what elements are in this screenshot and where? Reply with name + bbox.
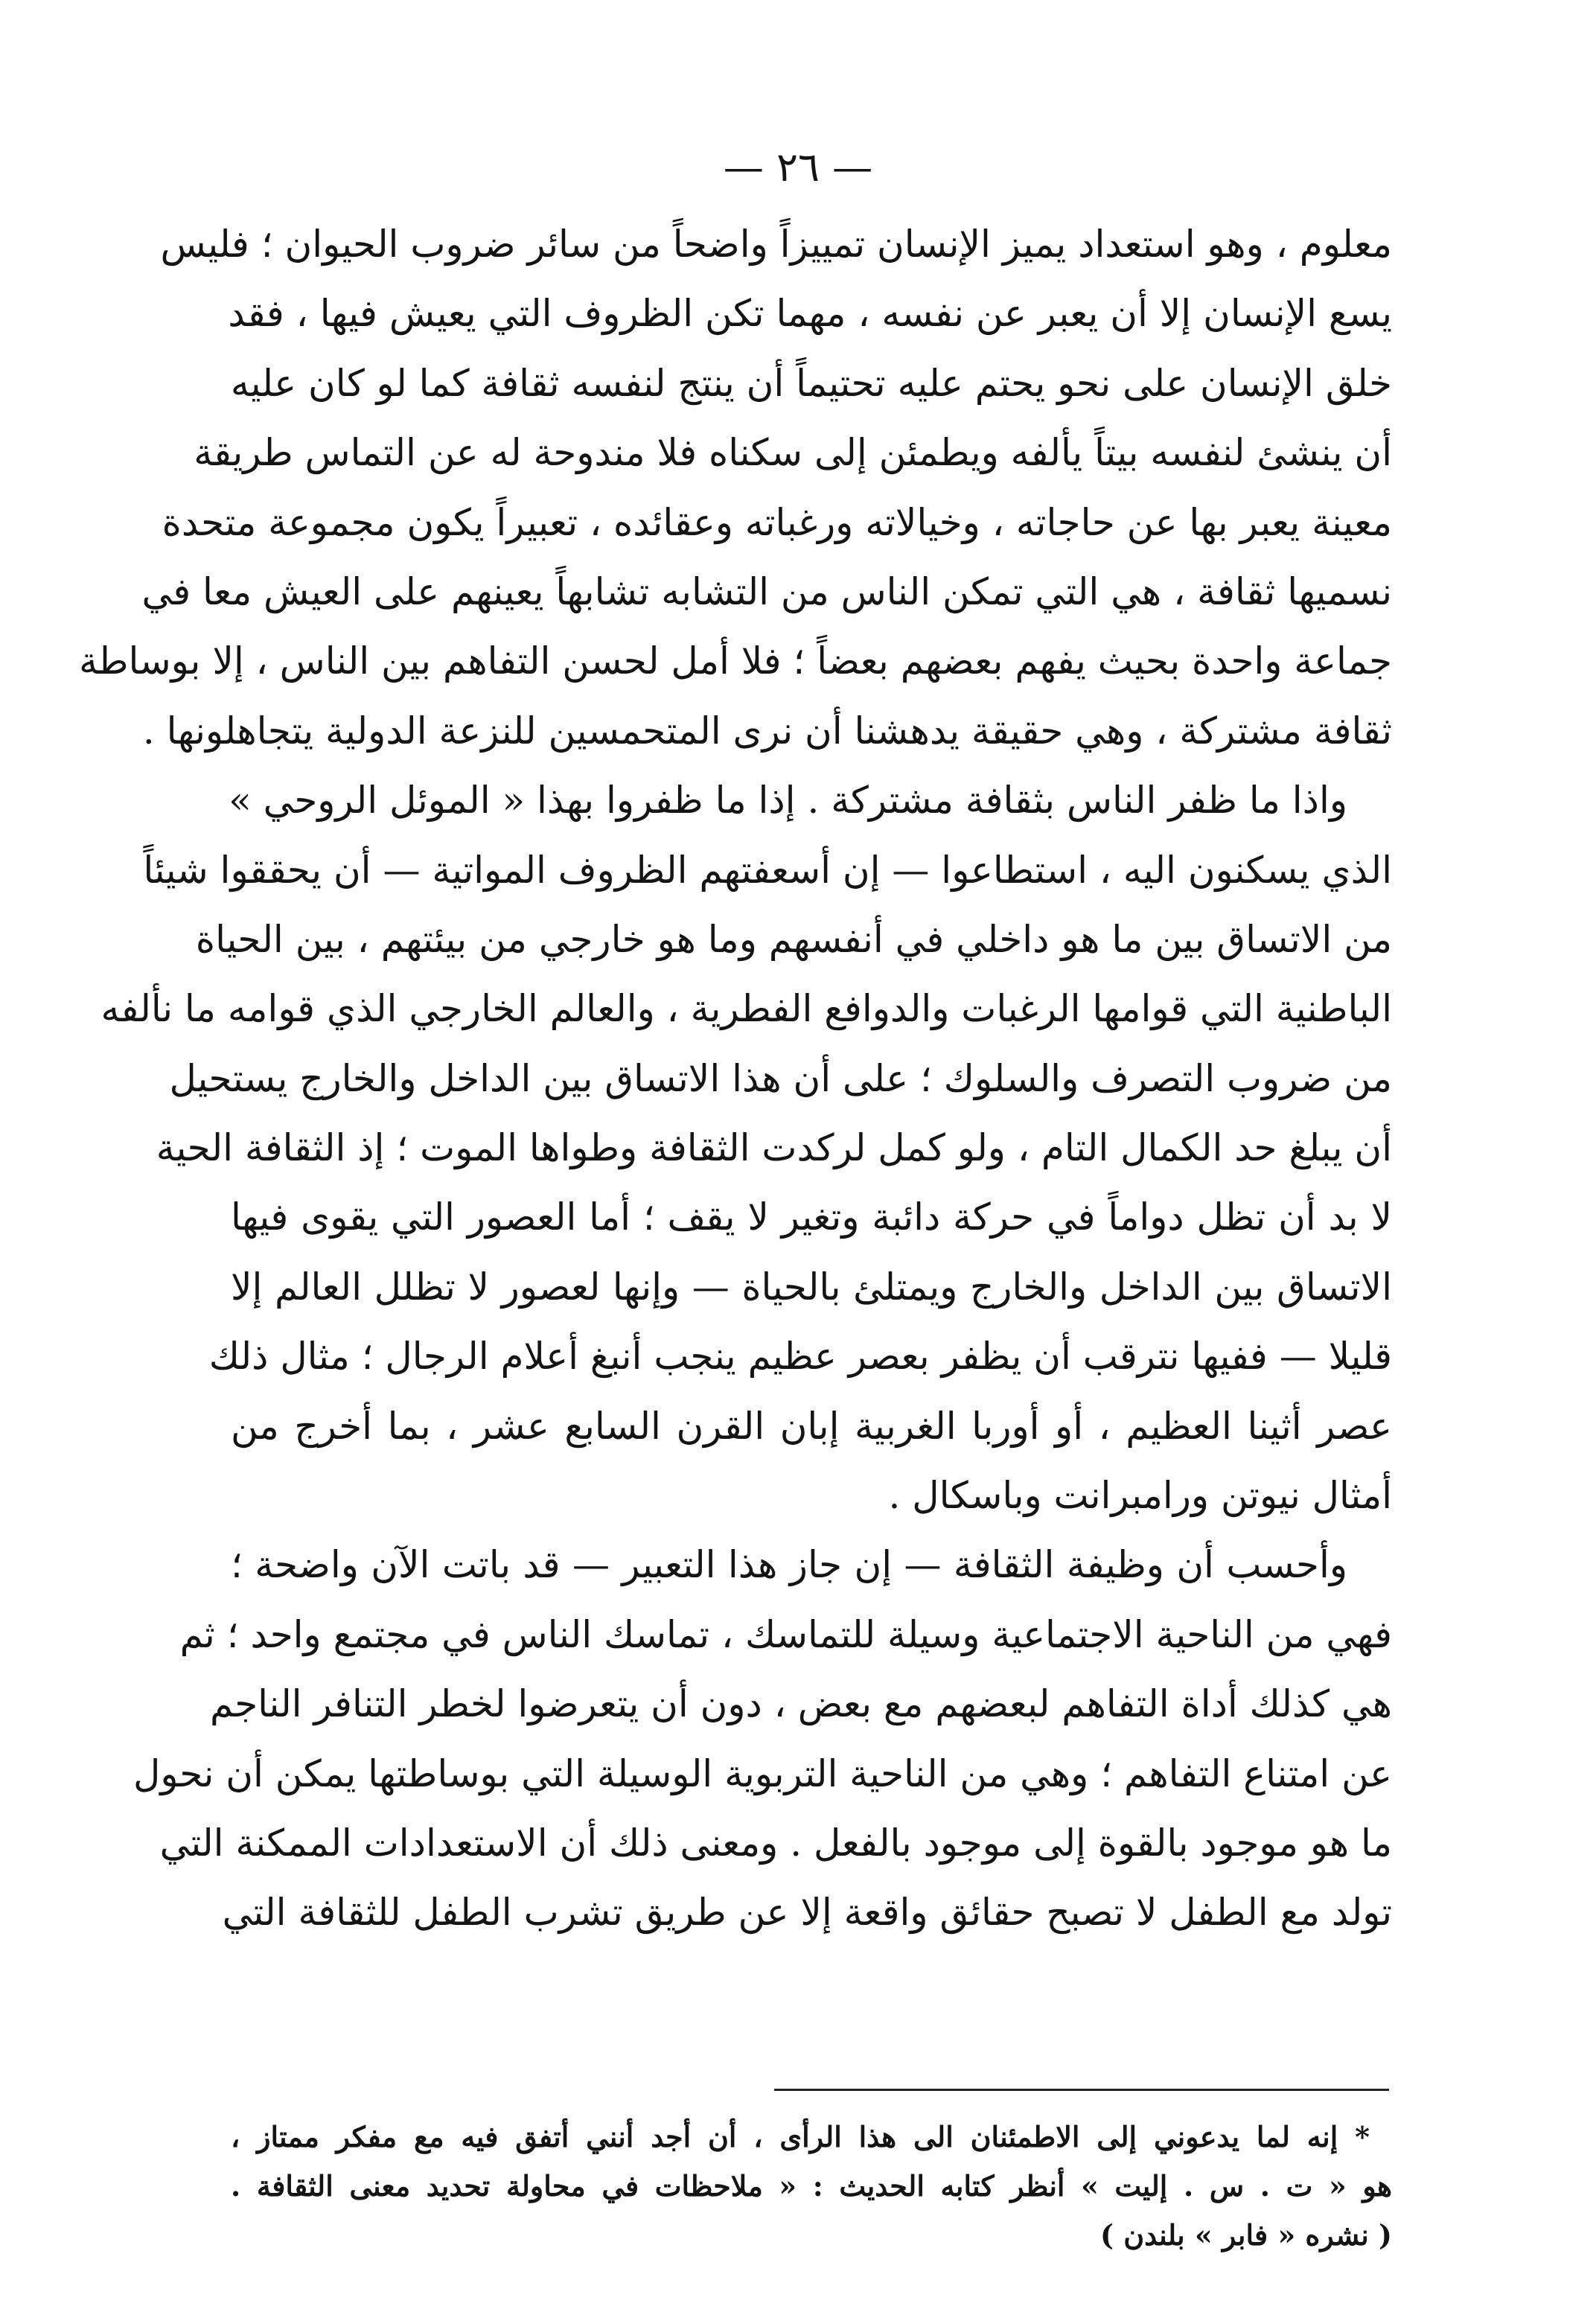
text-line: وأحسب أن وظيفة الثقافة — إن جاز هذا التعبير — قد باتت الآن واضحة ؛ [231, 1543, 1347, 1587]
text-line: من الاتساق بين ما هو داخلي في أنفسهم وما هو خارجي من بيئتهم ، بين الحياة [195, 917, 1392, 961]
page-number: — ٢٦ — [723, 144, 873, 191]
text-line: تولد مع الطفل لا تصبح حقائق واقعة إلا عن طريق تشرب الطفل للثقافة التي [222, 1891, 1392, 1935]
footnote-line: هو « ت . س . إليت » أنظر كتابه الحديث : « ملاحظات في محاولة تحديد معنى الثقافة . [231, 2169, 1392, 2203]
text-line: يسع الإنسان إلا أن يعبر عن نفسه ، مهما تكن الظروف التي يعيش فيها ، فقد [228, 292, 1392, 336]
text-line: الاتساق بين الداخل والخارج ويمتلئ بالحياة — وإنها لعصور لا تظلل العالم إلا [231, 1265, 1392, 1309]
text-line: جماعة واحدة بحيث يفهم بعضهم بعضاً ؛ فلا أمل لحسن التفاهم بين الناس ، إلا بوساطة [78, 639, 1392, 683]
footnote-line: * إنه لما يدعوني إلى الاطمئنان الى هذا الرأى ، أن أجد أنني أتفق فيه مع مفكر ممتاز ، [231, 2120, 1370, 2153]
text-line: خلق الإنسان على نحو يحتم عليه تحتيماً أن ينتج لنفسه ثقافة كما لو كان عليه [230, 361, 1392, 405]
footnote-divider [774, 2089, 1389, 2091]
text-line: قليلا — ففيها نترقب أن يظفر بعصر عظيم ينجب أنبغ أعلام الرجال ؛ مثال ذلك [208, 1335, 1392, 1379]
text-line: معينة يعبر بها عن حاجاته ، وخيالاته ورغباته وعقائده ، تعبيراً يكون مجموعة متحدة [162, 500, 1392, 544]
text-line: عصر أثينا العظيم ، أو أوربا الغربية إبان القرن السابع عشر ، بما أخرج من [231, 1404, 1392, 1448]
text-line: ثقافة مشتركة ، وهي حقيقة يدهشنا أن نرى المتحمسين للنزعة الدولية يتجاهلونها . [142, 709, 1392, 753]
text-line: ما هو موجود بالقوة إلى موجود بالفعل . ومعنى ذلك أن الاستعدادات الممكنة التي [159, 1821, 1392, 1865]
text-line: نسميها ثقافة ، هي التي تمكن الناس من التشابه تشابهاً يعينهم على العيش معا في [141, 569, 1392, 613]
text-line: الذي يسكنون اليه ، استطاعوا — إن أسعفتهم الظروف المواتية — أن يحققوا شيئاً [143, 848, 1392, 892]
text-line: فهي من الناحية الاجتماعية وسيلة للتماسك ، تماسك الناس في مجتمع واحد ؛ ثم [179, 1612, 1392, 1656]
text-line: أن ينشئ لنفسه بيتاً يألفه ويطمئن إلى سكناه فلا مندوحة له عن التماس طريقة [194, 431, 1392, 475]
paragraph-1 [78, 210, 1392, 766]
text-line: الباطنية التي قوامها الرغبات والدوافع الفطرية ، والعالم الخارجي الذي قوامه ما نألفه [100, 987, 1392, 1031]
paragraph-2 [100, 766, 1392, 1530]
text-line: واذا ما ظفر الناس بثقافة مشتركة . إذا ما ظفروا بهذا « الموئل الروحي » [229, 779, 1347, 823]
text-line: عن امتناع التفاهم ؛ وهي من الناحية التربوية الوسيلة التي بوساطتها يمكن أن نحول [133, 1751, 1392, 1795]
body-text [78, 210, 1392, 1948]
paragraph-3 [133, 1530, 1392, 1947]
text-line: أمثال نيوتن ورامبرانت وباسكال . [888, 1474, 1392, 1518]
text-line: هي كذلك أداة التفاهم لبعضهم مع بعض ، دون أن يتعرضوا لخطر التنافر الناجم [209, 1682, 1392, 1726]
footnote [231, 2113, 1392, 2260]
text-line: لا بد أن تظل دواماً في حركة دائبة وتغير لا يقف ؛ أما العصور التي يقوى فيها [231, 1195, 1392, 1239]
text-line: معلوم ، وهو استعداد يميز الإنسان تمييزاً واضحاً من سائر ضروب الحيوان ؛ فليس [160, 223, 1392, 266]
text-line: من ضروب التصرف والسلوك ؛ على أن هذا الاتساق بين الداخل والخارج يستحيل [169, 1056, 1392, 1100]
text-line: أن يبلغ حد الكمال التام ، ولو كمل لركدت الثقافة وطواها الموت ؛ إذ الثقافة الحية [156, 1126, 1392, 1170]
footnote-line: ( نشره « فابر » بلندن ) [1100, 2218, 1392, 2252]
